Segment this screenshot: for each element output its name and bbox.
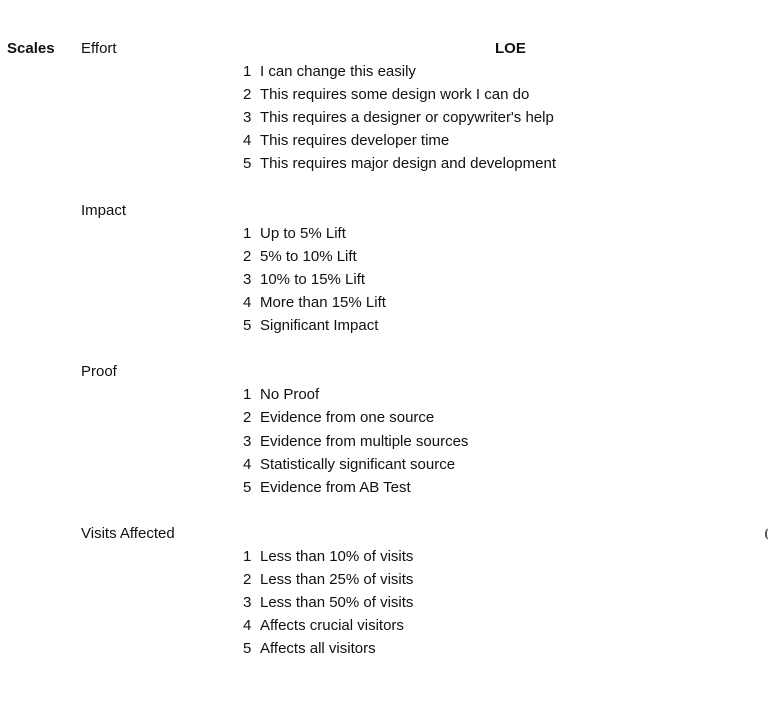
item-number: 5: [243, 155, 252, 172]
item-text: This requires major design and development: [260, 155, 556, 172]
list-item: [0, 433, 768, 451]
item-number: 4: [243, 617, 252, 634]
list-item: [0, 294, 768, 312]
item-number: 3: [243, 271, 252, 288]
list-item: [0, 132, 768, 150]
item-number: 4: [243, 132, 252, 149]
loe-header: LOE: [495, 40, 526, 57]
item-number: 4: [243, 294, 252, 311]
item-text: Evidence from one source: [260, 409, 435, 426]
item-number: 2: [243, 571, 252, 588]
list-item: [0, 548, 768, 566]
item-number: 5: [243, 640, 252, 657]
item-text: Less than 50% of visits: [260, 594, 414, 611]
section-title: Proof: [81, 363, 117, 380]
item-number: 1: [243, 386, 252, 403]
list-item: [0, 109, 768, 127]
item-number: 3: [243, 433, 252, 450]
list-item: [0, 409, 768, 427]
item-text: Up to 5% Lift: [260, 225, 346, 242]
list-item: [0, 617, 768, 635]
list-item: [0, 479, 768, 497]
item-text: Less than 25% of visits: [260, 571, 414, 588]
section-title: Impact: [81, 202, 127, 219]
item-text: Affects all visitors: [260, 640, 376, 657]
item-text: This requires developer time: [260, 132, 450, 149]
item-number: 1: [243, 63, 252, 80]
list-item: [0, 571, 768, 589]
item-text: Evidence from AB Test: [260, 479, 411, 496]
item-number: 1: [243, 548, 252, 565]
item-text: 5% to 10% Lift: [260, 248, 357, 265]
list-item: [0, 386, 768, 404]
item-text: Statistically significant source: [260, 456, 456, 473]
list-item: [0, 248, 768, 266]
item-number: 4: [243, 456, 252, 473]
item-text: No Proof: [260, 386, 320, 403]
item-number: 2: [243, 409, 252, 426]
scales-label: Scales: [7, 40, 55, 57]
section-title: Effort: [81, 40, 117, 57]
item-text: This requires a designer or copywriter's help: [260, 109, 554, 126]
item-text: Less than 10% of visits: [260, 548, 414, 565]
item-text: This requires some design work I can do: [260, 86, 530, 103]
item-text: 10% to 15% Lift: [260, 271, 366, 288]
item-text: I can change this easily: [260, 63, 416, 80]
list-item: [0, 594, 768, 612]
item-number: 3: [243, 594, 252, 611]
item-text: Affects crucial visitors: [260, 617, 404, 634]
item-number: 3: [243, 109, 252, 126]
list-item: [0, 225, 768, 243]
item-number: 5: [243, 479, 252, 496]
list-item: [0, 640, 768, 658]
item-number: 2: [243, 86, 252, 103]
list-item: [0, 155, 768, 173]
list-item: [0, 456, 768, 474]
item-text: Evidence from multiple sources: [260, 433, 469, 450]
list-item: [0, 63, 768, 81]
list-item: [0, 271, 768, 289]
item-number: 1: [243, 225, 252, 242]
list-item: [0, 317, 768, 335]
item-number: 5: [243, 317, 252, 334]
section-title: Visits Affected: [81, 525, 175, 542]
item-text: More than 15% Lift: [260, 294, 386, 311]
item-number: 2: [243, 248, 252, 265]
item-text: Significant Impact: [260, 317, 379, 334]
list-item: [0, 86, 768, 104]
